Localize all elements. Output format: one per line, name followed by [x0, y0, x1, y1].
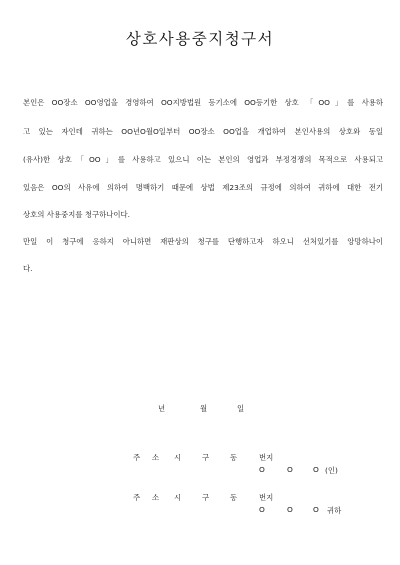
sender-seal-label: (인) — [325, 466, 338, 475]
recipient-address-label-5: 동 — [230, 493, 238, 502]
paragraph1-line-1: 본인은 OO장소 OO영업을 경영하여 OO지방법원 등기소에 OO등기한 상호 「OO」를 사용하 — [23, 98, 383, 107]
document-title: 상호사용중지청구서 — [125, 30, 275, 48]
sender-address-label-6: 번지 — [259, 453, 274, 462]
sender-name-mark-3: O — [313, 465, 319, 474]
recipient-name-mark-1: O — [259, 505, 265, 514]
paragraph2-line-2: 다. — [23, 264, 33, 273]
date-day-label: 일 — [237, 404, 245, 413]
recipient-name-mark-2: O — [287, 505, 293, 514]
date-year-label: 년 — [158, 404, 166, 413]
paragraph1-line-4: 있음은 OO의 사유에 의하여 명백하기 때문에 상법 제23조의 규정에 의하여 귀하에 대한 전기 — [23, 183, 383, 192]
paragraph1-line-2: 고 있는 자인데 귀하는 OO년O월O일부터 OO장소 OO업을 개업하여 본인사용의 상호와 동일 — [23, 127, 383, 136]
sender-name-mark-1: O — [259, 465, 265, 474]
sender-address-label-5: 동 — [230, 453, 238, 462]
recipient-address-label-3: 시 — [174, 493, 182, 502]
recipient-honorific-label: 귀하 — [327, 506, 342, 515]
sender-address-label-2: 소 — [152, 453, 160, 462]
paragraph1-line-3: (유사)한 상호「OO」를 사용하고 있으니 이는 본인의 영업과 부정경쟁의 목적으로 사용되고 — [23, 155, 383, 164]
paragraph1-line-5: 상호의 사용중지를 청구하나이다. — [23, 210, 131, 219]
sender-address-label-1: 주 — [133, 453, 141, 462]
recipient-name-mark-3: O — [313, 505, 319, 514]
sender-name-mark-2: O — [287, 465, 293, 474]
recipient-address-label-6: 번지 — [259, 493, 274, 502]
sender-address-label-4: 구 — [202, 453, 210, 462]
recipient-address-label-4: 구 — [202, 493, 210, 502]
recipient-address-label-1: 주 — [133, 493, 141, 502]
date-month-label: 월 — [200, 404, 208, 413]
recipient-address-label-2: 소 — [152, 493, 160, 502]
paragraph2-line-1: 만일 이 청구에 응하지 아니하면 재판상의 청구를 단행하고자 하오니 선처있기를 앙망하나이 — [23, 237, 383, 246]
sender-address-label-3: 시 — [174, 453, 182, 462]
